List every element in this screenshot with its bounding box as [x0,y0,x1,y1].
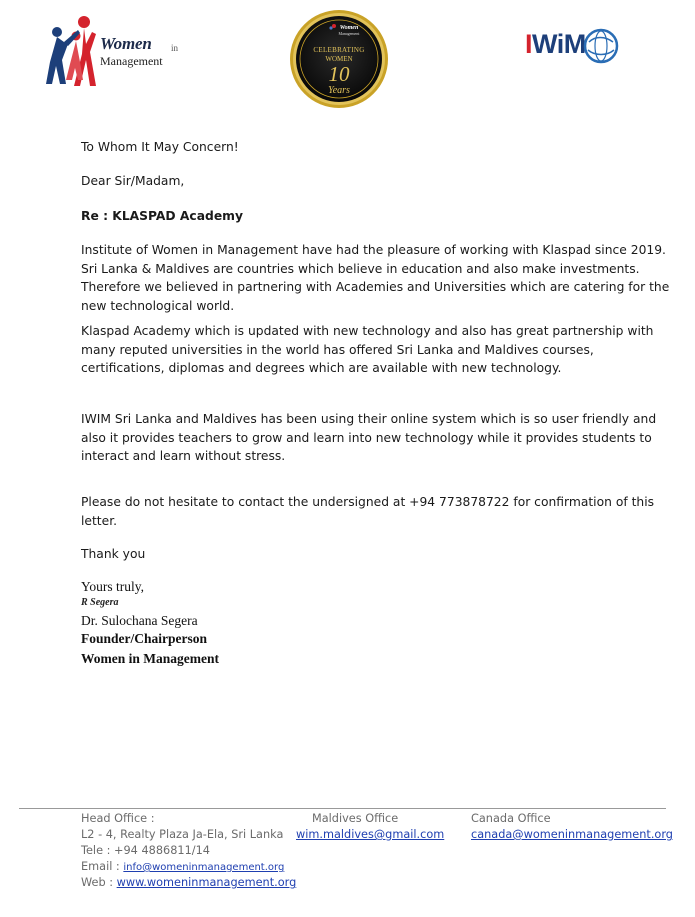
footer-divider [19,808,666,809]
logo-text-management: Management [100,54,163,68]
paragraph-1: Institute of Women in Management have had the pleasure of working with Klaspad since 2019. Sri Lanka & Maldives are countries which believe in education and also make investments. Therefore we believed in partnering with Academies and Universities which are catering for the new technological world. [81,243,670,313]
iwim-letter-i: I [525,29,533,59]
seal-number: 10 [328,62,350,86]
signature: R Segera [81,597,119,608]
seal-line2: WOMEN [325,55,353,63]
tele-value: +94 4886811/14 [114,844,210,857]
web-line [81,876,296,889]
head-office-address: L2 - 4, Realty Plaza Ja-Ela, Sri Lanka [81,828,284,841]
salutation: Dear Sir/Madam, [81,174,185,188]
logo-text-in: in [171,43,179,53]
web-label: Web : [81,876,114,889]
email-label: Email : [81,860,120,873]
seal-top-text: Women [339,25,359,31]
maldives-office-label: Maldives Office [312,812,399,825]
thank-you: Thank you [81,547,146,561]
paragraph-2: Klaspad Academy which is updated with new technology and also has great partnership with many reputed universities in the world has offered Sri Lanka and Maldives courses, certifications, diplomas and degrees which are available with new technology. [81,324,654,375]
seal-top-sub: Management [338,31,360,36]
email-link[interactable]: info@womeninmanagement.org [123,862,285,873]
tele-label: Tele : [81,844,111,857]
iwim-wordmark [525,29,586,60]
paragraph-3: IWIM Sri Lanka and Maldives has been using their online system which is so user friendly and also it provides teachers to grow and learn into new technology while it provides students to interact and learn without stress. [81,412,657,463]
closing: Yours truly, [81,579,145,594]
canada-email-link[interactable]: canada@womeninmanagement.org [471,828,673,841]
anniversary-seal-icon [287,9,391,109]
celebrating-10-years-seal [287,9,391,109]
seal-years: Years [328,85,350,96]
women-in-management-logo [44,14,194,94]
maldives-email-link[interactable]: wim.maldives@gmail.com [296,828,445,841]
telephone [81,844,210,857]
logo-text-women: Women [100,34,152,53]
signer-organization: Women in Management [81,651,219,666]
iwim-logo [525,24,620,74]
iwim-letters-wim: WiM [532,29,586,59]
signer-title: Founder/Chairperson [81,631,208,646]
head-office-label: Head Office : [81,812,155,825]
women-figures-icon [44,14,104,94]
subject-line: Re : KLASPAD Academy [81,209,243,223]
salutation-general: To Whom It May Concern! [81,140,239,154]
website-link[interactable]: www.womeninmanagement.org [116,876,297,889]
globe-icon [579,24,619,68]
email-line [81,860,284,873]
paragraph-4: Please do not hesitate to contact the undersigned at +94 773878722 for confirmation of this letter. [81,495,655,528]
seal-line1: CELEBRATING [313,46,365,54]
canada-office-label: Canada Office [471,812,551,825]
signer-name: Dr. Sulochana Segera [81,613,198,628]
